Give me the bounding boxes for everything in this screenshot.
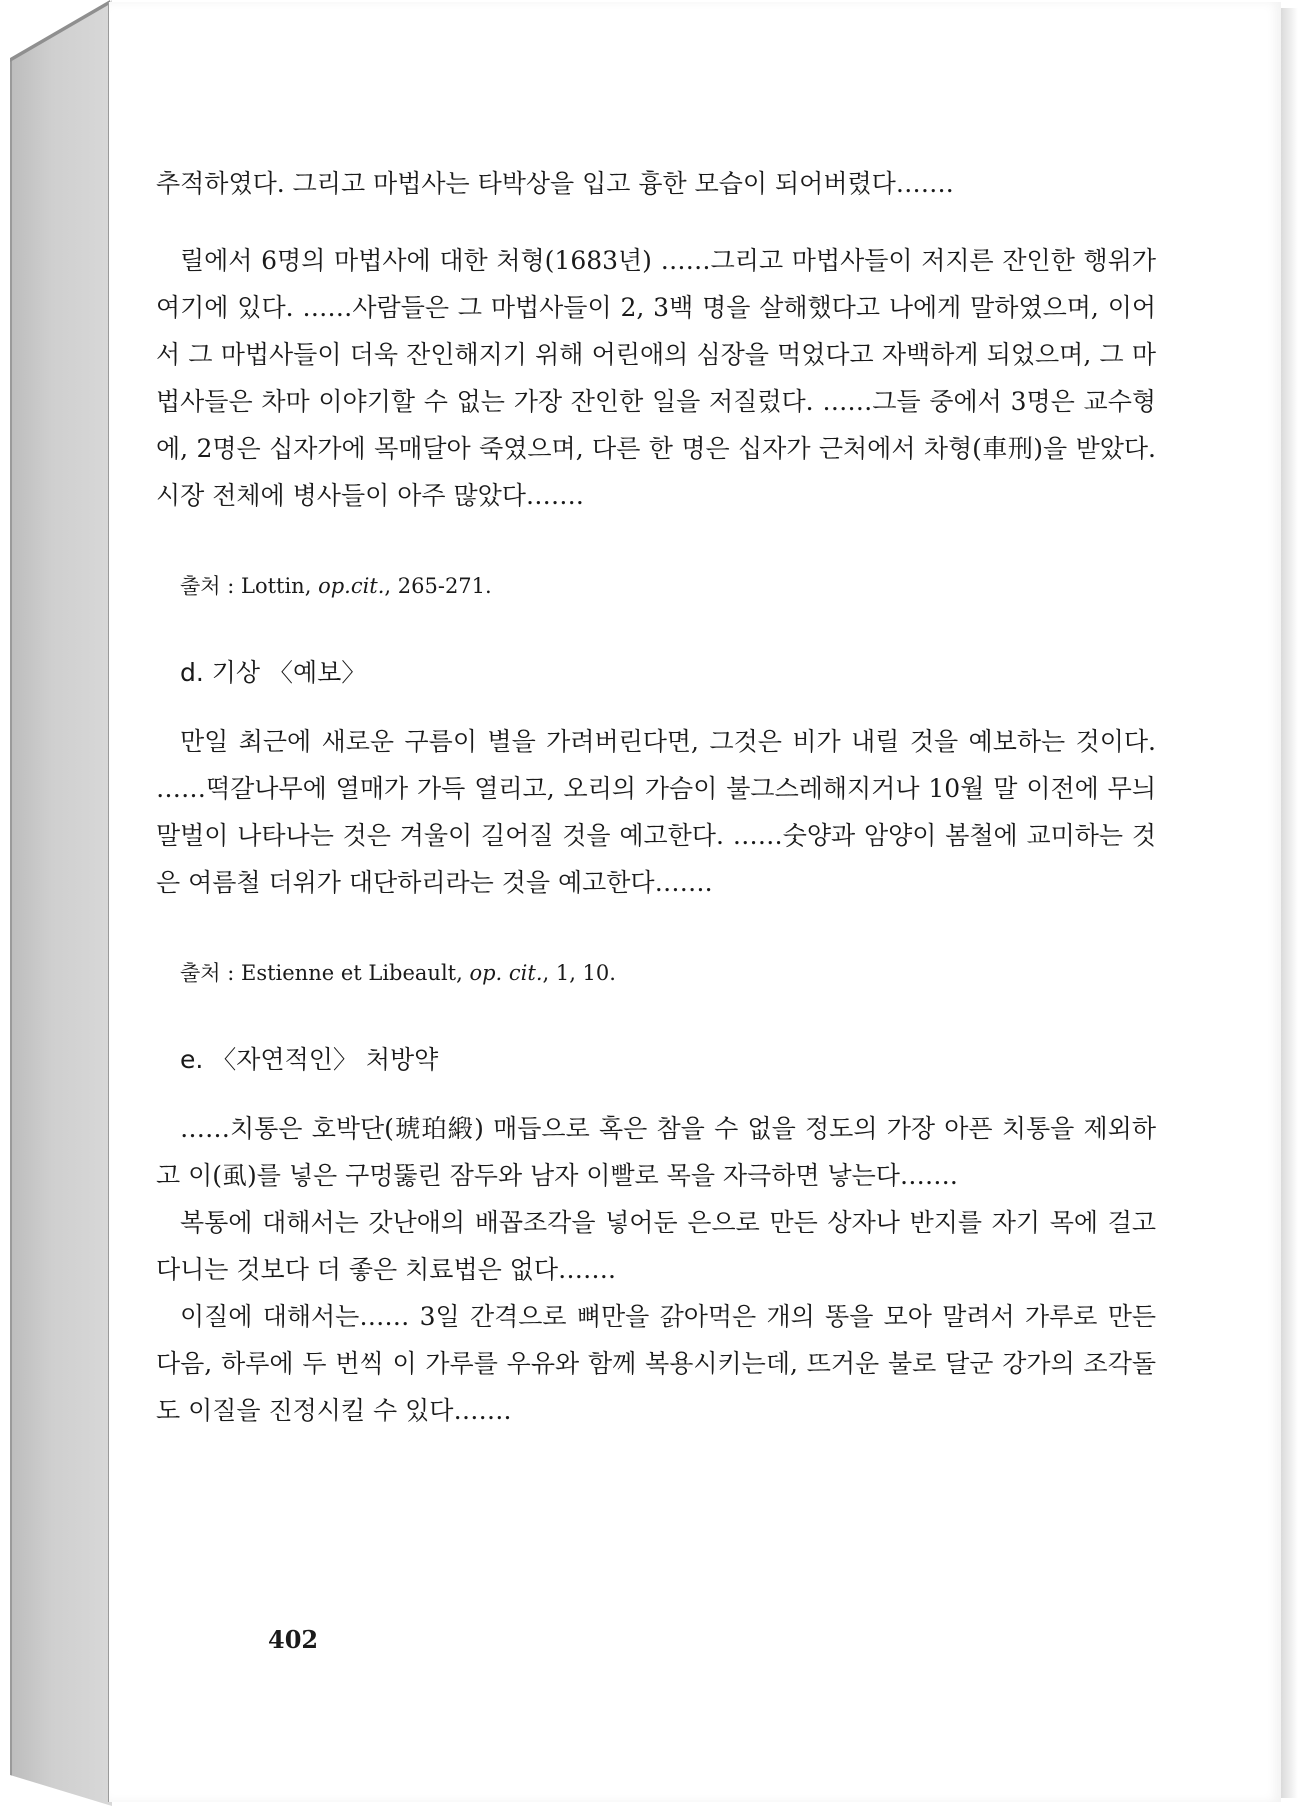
section-heading-d: d. 기상 〈예보〉 xyxy=(180,658,367,687)
page-edge xyxy=(1278,8,1298,1798)
paragraph-2: 릴에서 6명의 마법사에 대한 처형(1683년) ……그리고 마법사들이 저지른 잔인한 행위가 여기에 있다. ……사람들은 그 마법사들이 2, 3백 명을 살해했다고 나에게 말하였으며, 이어서 그 마법사들이 더욱 잔인해지기 위해 어린애의 심장을 먹었다고 자백하게 되었으며, 그 마법사들은 차마 이야기할 수 없는 가장 잔인한 일을 저질렀다. ……그들 중에서 3명은 교수형에, 2명은 십자가에 목매달아 죽였으며, 다른 한 명은 십자가 근처에서 차형(車刑)을 받았다. 시장 전체에 병사들이 아주 많았다……. xyxy=(156,246,1156,510)
paragraph-4: ……치통은 호박단(琥珀緞) 매듭으로 혹은 참을 수 없을 정도의 가장 아픈 치통을 제외하고 이(虱)를 넣은 구멍뚫린 잠두와 남자 이빨로 목을 자극하면 낳는다……. xyxy=(156,1114,1156,1190)
paragraph-3: 만일 최근에 새로운 구름이 별을 가려버린다면, 그것은 비가 내릴 것을 예보하는 것이다. ……떡갈나무에 열매가 가득 열리고, 오리의 가슴이 불그스레해지거나 10월 말 이전에 무늬말벌이 나타나는 것은 겨울이 길어질 것을 예고한다. ……숫양과 암양이 봄철에 교미하는 것은 여름철 더위가 대단하리라는 것을 예고한다……. xyxy=(156,727,1156,897)
page-number: 402 xyxy=(268,1625,319,1654)
spacer xyxy=(156,519,1156,549)
source-citation-2: 출처 : Estienne et Libeault, op. cit., 1, 10. xyxy=(180,961,616,985)
spacer xyxy=(156,207,1156,237)
spacer xyxy=(156,623,1156,653)
paragraph-5: 복통에 대해서는 갓난애의 배꼽조각을 넣어둔 은으로 만든 상자나 반지를 자기 목에 걸고 다니는 것보다 더 좋은 치료법은 없다……. xyxy=(156,1208,1156,1284)
spacer xyxy=(156,906,1156,936)
spacer xyxy=(156,1010,1156,1040)
source-citation-1: 출처 : Lottin, op.cit., 265-271. xyxy=(180,574,492,598)
section-heading-e: e. 〈자연적인〉 처방약 xyxy=(180,1045,439,1074)
paragraph-6: 이질에 대해서는…… 3일 간격으로 뼈만을 갉아먹은 개의 똥을 모아 말려서 가루로 만든 다음, 하루에 두 번씩 이 가루를 우유와 함께 복용시키는데, 뜨거운 불로 달군 강가의 조각돌도 이질을 진정시킬 수 있다……. xyxy=(156,1302,1156,1425)
page-content xyxy=(156,160,1156,1434)
book-spine xyxy=(10,0,112,1806)
paragraph-1: 추적하였다. 그리고 마법사는 타박상을 입고 흉한 모습이 되어버렸다……. xyxy=(156,169,954,198)
